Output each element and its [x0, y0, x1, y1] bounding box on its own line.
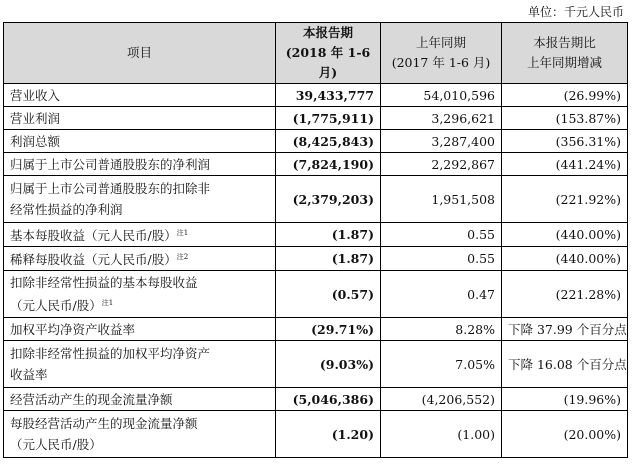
row-label	[4, 223, 276, 247]
prior-value: 7.05%	[381, 341, 502, 388]
prior-value: 8.28%	[381, 318, 502, 341]
row-label	[4, 271, 276, 318]
change-value: (356.31%)	[502, 130, 628, 153]
prior-value: 3,287,400	[381, 130, 502, 153]
table-row	[4, 247, 628, 271]
header-change	[502, 23, 628, 84]
current-value: (8,425,843)	[276, 130, 381, 153]
current-value: (2,379,203)	[276, 176, 381, 223]
change-value: (441.24%)	[502, 153, 628, 176]
prior-value: 54,010,596	[381, 84, 502, 107]
current-value: (9.03%)	[276, 341, 381, 388]
row-label-text: 稀释每股收益（元人民币/股）	[10, 252, 177, 268]
current-value: 39,433,777	[276, 84, 381, 107]
table-row	[4, 107, 628, 130]
table-row	[4, 130, 628, 153]
prior-value: (4,206,552)	[381, 388, 502, 411]
row-label-line1: 扣除非经常性损益的基本每股收益	[10, 275, 198, 291]
row-label-line2: 经常性损益的净利润	[10, 202, 123, 217]
current-value: (5,046,386)	[276, 388, 381, 411]
header-change-line1: 本报告期比	[533, 35, 596, 50]
current-value: (1.20)	[276, 411, 381, 458]
table-row	[4, 388, 628, 411]
prior-value: 1,951,508	[381, 176, 502, 223]
table-row	[4, 153, 628, 176]
table-row	[4, 341, 628, 388]
row-label-text: 营业收入	[10, 87, 61, 103]
prior-value: 0.55	[381, 247, 502, 271]
footnote-marker: 注2	[176, 253, 189, 262]
table-row	[4, 223, 628, 247]
row-label-line1: 归属于上市公司普通股股东的扣除非	[10, 181, 211, 196]
row-label-text: 归属于上市公司普通股股东的净利润	[10, 156, 211, 172]
header-prior-line2: (2017 年 1-6 月)	[391, 55, 491, 70]
row-label-line1: 扣除非经常性损益的加权平均净资产	[10, 346, 211, 362]
current-value: (29.71%)	[276, 318, 381, 341]
change-value: (26.99%)	[502, 84, 628, 107]
header-current-period	[276, 23, 381, 84]
change-value: (440.00%)	[502, 247, 628, 271]
row-label	[4, 247, 276, 271]
current-value: (7,824,190)	[276, 153, 381, 176]
table-row	[4, 176, 628, 223]
change-value: (19.96%)	[502, 388, 628, 411]
table-header-row	[4, 23, 628, 84]
current-value: (0.57)	[276, 271, 381, 318]
prior-value: 0.47	[381, 271, 502, 318]
table-row	[4, 318, 628, 341]
header-item-label: 项目	[126, 45, 152, 60]
header-prior-period	[381, 23, 502, 84]
row-label	[4, 107, 276, 130]
footnote-marker: 注1	[101, 299, 114, 308]
row-label	[4, 84, 276, 107]
prior-value: (1.00)	[381, 411, 502, 458]
footnote-marker: 注1	[176, 229, 189, 237]
row-label-text: 利润总额	[10, 133, 61, 149]
row-label	[4, 176, 276, 223]
row-label-text: 基本每股收益（元人民币/股）	[10, 228, 177, 244]
unit-label: 单位：千元人民币	[527, 5, 624, 19]
current-value: (1.87)	[276, 247, 381, 271]
row-label	[4, 411, 276, 458]
table-row	[4, 84, 628, 107]
row-label-text: 营业利润	[10, 110, 61, 126]
prior-value: 2,292,867	[381, 153, 502, 176]
row-label-line2: （元人民币/股）	[10, 437, 102, 453]
row-label	[4, 153, 276, 176]
row-label	[4, 341, 276, 388]
row-label-text: 加权平均净资产收益率	[10, 321, 136, 337]
change-value: (440.00%)	[502, 223, 628, 247]
table-row	[4, 271, 628, 318]
row-label-line2: （元人民币/股）	[10, 298, 102, 314]
header-current-line2: (2018 年 1-6 月)	[285, 45, 371, 80]
row-label-line1: 每股经营活动产生的现金流量净额	[10, 416, 198, 432]
change-value: (221.92%)	[502, 176, 628, 223]
row-label-text: 经营活动产生的现金流量净额	[10, 391, 173, 407]
prior-value: 3,296,621	[381, 107, 502, 130]
row-label	[4, 388, 276, 411]
row-label	[4, 318, 276, 341]
change-value: 下降 16.08 个百分点	[502, 341, 628, 388]
change-value: (20.00%)	[502, 411, 628, 458]
financial-summary-table	[3, 22, 628, 458]
row-label-line2: 收益率	[10, 367, 48, 383]
header-change-line2: 上年同期增减	[526, 55, 602, 70]
table-row	[4, 411, 628, 458]
header-item	[4, 23, 276, 84]
current-value: (1.87)	[276, 223, 381, 247]
current-value: (1,775,911)	[276, 107, 381, 130]
change-value: (153.87%)	[502, 107, 628, 130]
change-value: 下降 37.99 个百分点	[502, 318, 628, 341]
change-value: (221.28%)	[502, 271, 628, 318]
header-current-line1: 本报告期	[302, 25, 353, 40]
row-label	[4, 130, 276, 153]
prior-value: 0.55	[381, 223, 502, 247]
header-prior-line1: 上年同期	[415, 35, 466, 50]
